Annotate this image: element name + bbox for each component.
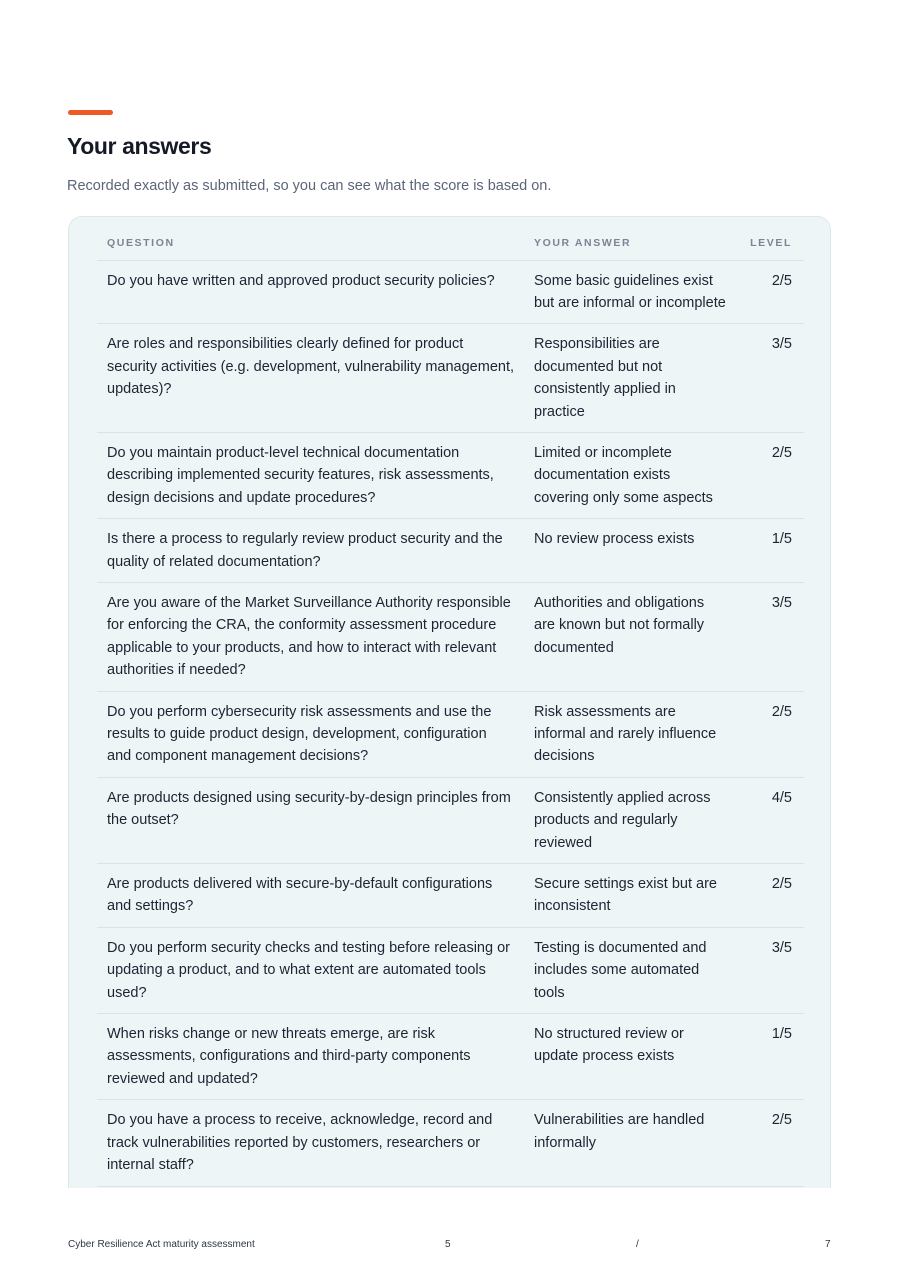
question-cell: Are roles and responsibilities clearly defined for product security activities (e.g. development, vulnerability management, updates)? <box>97 324 524 433</box>
answer-cell: Limited or incomplete documentation exists covering only some aspects <box>524 432 736 518</box>
question-cell: Are products designed using security-by-design principles from the outset? <box>97 777 524 863</box>
table-row <box>97 864 804 928</box>
level-cell: 2/5 <box>736 691 804 777</box>
table-header-row <box>97 217 804 260</box>
question-cell: Are you aware of the Market Surveillance Authority responsible for enforcing the CRA, the conformity assessment procedure applicable to your products, and how to interact with relevant authorities if needed? <box>97 582 524 691</box>
question-cell: Do you perform security checks and testing before releasing or updating a product, and to what extent are automated tools used? <box>97 927 524 1013</box>
answer-cell: Risk assessments are informal and rarely influence decisions <box>524 691 736 777</box>
level-cell: 3/5 <box>736 927 804 1013</box>
answer-cell: Some basic guidelines exist but are informal or incomplete <box>524 260 736 324</box>
question-cell: Do you perform cybersecurity risk assessments and use the results to guide product design, development, configuration and component management decisions? <box>97 691 524 777</box>
column-header-question: QUESTION <box>97 217 524 260</box>
table-row <box>97 324 804 433</box>
question-cell: Do you have written and approved product security policies? <box>97 260 524 324</box>
footer-total-pages: 7 <box>825 1239 831 1250</box>
question-cell: Is there a process to regularly review product security and the quality of related documentation? <box>97 519 524 583</box>
column-header-level: LEVEL <box>736 217 804 260</box>
table-row <box>97 691 804 777</box>
table-row <box>97 582 804 691</box>
level-cell: 2/5 <box>736 1100 804 1186</box>
page-title: Your answers <box>67 133 212 159</box>
table-row <box>97 519 804 583</box>
table-row <box>97 1100 804 1186</box>
level-cell: 3/5 <box>736 582 804 691</box>
column-header-answer: YOUR ANSWER <box>524 217 736 260</box>
answer-cell: No review process exists <box>524 519 736 583</box>
question-cell: Do you maintain product-level technical documentation describing implemented security features, risk assessments, design decisions and update procedures? <box>97 432 524 518</box>
table-row <box>97 260 804 324</box>
answer-cell: Consistently applied across products and regularly reviewed <box>524 777 736 863</box>
table-row <box>97 777 804 863</box>
answers-table <box>97 217 804 1187</box>
answer-cell: Secure settings exist but are inconsistent <box>524 864 736 928</box>
level-cell: 1/5 <box>736 519 804 583</box>
footer-document-title: Cyber Resilience Act maturity assessment <box>68 1239 255 1250</box>
table-row <box>97 1014 804 1100</box>
question-cell: Do you have a process to receive, acknowledge, record and track vulnerabilities reported by customers, researchers or internal staff? <box>97 1100 524 1186</box>
footer-page-number: 5 <box>445 1239 451 1250</box>
level-cell: 2/5 <box>736 260 804 324</box>
level-cell: 2/5 <box>736 864 804 928</box>
answer-cell: No structured review or update process exists <box>524 1014 736 1100</box>
answer-cell: Authorities and obligations are known but not formally documented <box>524 582 736 691</box>
table-row <box>97 432 804 518</box>
answer-cell: Testing is documented and includes some automated tools <box>524 927 736 1013</box>
answer-cell: Vulnerabilities are handled informally <box>524 1100 736 1186</box>
footer-page-separator: / <box>636 1239 639 1250</box>
accent-bar <box>68 110 113 115</box>
table-row <box>97 927 804 1013</box>
answer-cell: Responsibilities are documented but not consistently applied in practice <box>524 324 736 433</box>
level-cell: 4/5 <box>736 777 804 863</box>
level-cell: 1/5 <box>736 1014 804 1100</box>
question-cell: When risks change or new threats emerge, are risk assessments, configurations and third-party components reviewed and updated? <box>97 1014 524 1100</box>
level-cell: 3/5 <box>736 324 804 433</box>
level-cell: 2/5 <box>736 432 804 518</box>
question-cell: Are products delivered with secure-by-default configurations and settings? <box>97 864 524 928</box>
answers-table-card <box>68 216 831 1188</box>
page-subtitle: Recorded exactly as submitted, so you can see what the score is based on. <box>67 178 552 194</box>
